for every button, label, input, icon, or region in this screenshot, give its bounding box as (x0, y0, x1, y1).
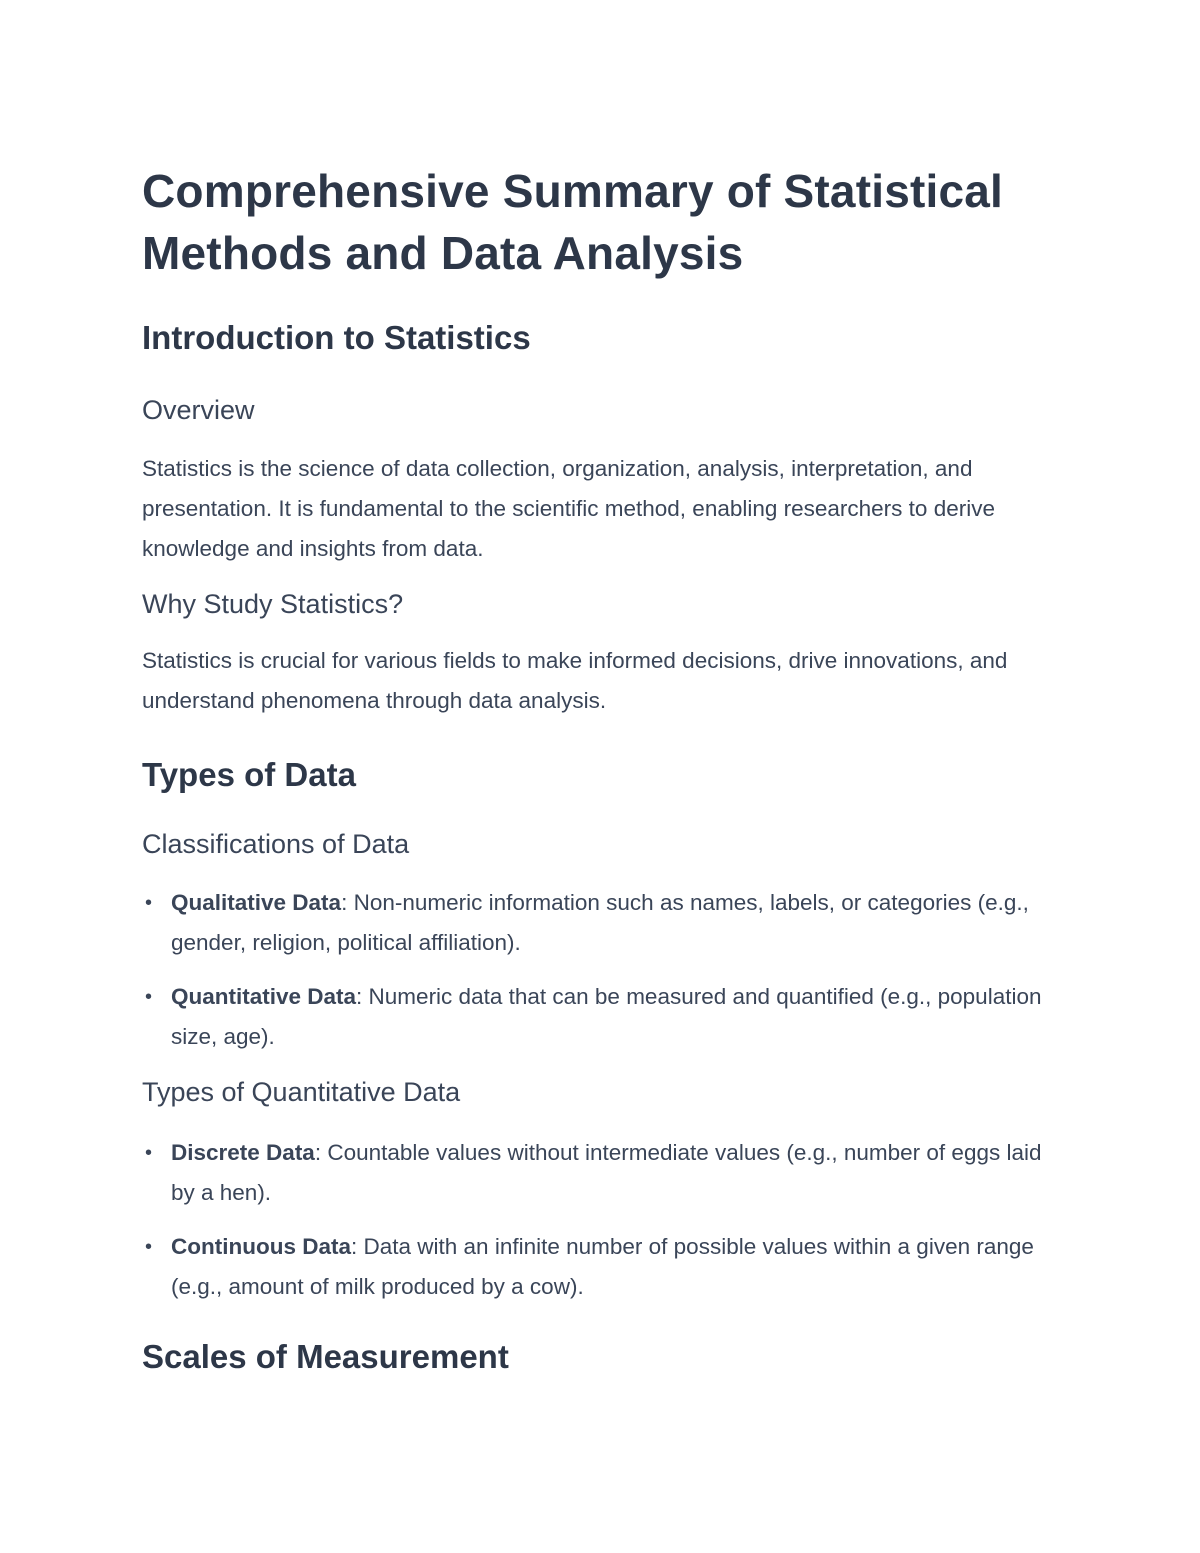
overview-paragraph: Statistics is the science of data collection, organization, analysis, interpretation, and presentation. It is fundamental to the scientific method, enabling researchers to derive knowledge and insights from data. (142, 456, 995, 561)
list-item (142, 977, 1062, 1057)
list-item-term: Continuous Data (171, 1234, 351, 1259)
list-item-description: : Countable values without intermediate values (e.g., number of eggs laid by a hen). (171, 1140, 1042, 1205)
quantitative-types-list (142, 1133, 1062, 1307)
bullet-icon: • (145, 1142, 153, 1164)
subheading-overview: Overview (142, 395, 255, 425)
section-heading-introduction: Introduction to Statistics (142, 319, 531, 356)
bullet-icon: • (145, 986, 153, 1008)
list-item-description: : Non-numeric information such as names, labels, or categories (e.g., gender, religion, political affiliation). (171, 890, 1029, 955)
section-heading-scales-of-measurement: Scales of Measurement (142, 1338, 509, 1375)
bullet-icon: • (145, 892, 153, 914)
list-item-description: : Numeric data that can be measured and quantified (e.g., population size, age). (171, 984, 1042, 1049)
list-item-term: Discrete Data (171, 1140, 315, 1165)
subheading-why-study: Why Study Statistics? (142, 589, 404, 619)
list-item-term: Qualitative Data (171, 890, 342, 915)
list-item-description: : Data with an infinite number of possible values within a given range (e.g., amount of milk produced by a cow). (171, 1234, 1034, 1299)
document-title: Comprehensive Summary of Statistical Methods and Data Analysis (142, 165, 1004, 279)
document-page (142, 160, 1062, 1377)
subheading-classifications: Classifications of Data (142, 829, 410, 859)
section-heading-types-of-data: Types of Data (142, 756, 356, 793)
bullet-icon: • (145, 1236, 153, 1258)
list-item (142, 1227, 1062, 1307)
list-item-term: Quantitative Data (171, 984, 357, 1009)
list-item (142, 883, 1062, 963)
subheading-types-of-quantitative: Types of Quantitative Data (142, 1077, 461, 1107)
classifications-list (142, 883, 1062, 1057)
why-study-paragraph: Statistics is crucial for various fields to make informed decisions, drive innovations, and understand phenomena through data analysis. (142, 648, 1008, 713)
list-item (142, 1133, 1062, 1213)
